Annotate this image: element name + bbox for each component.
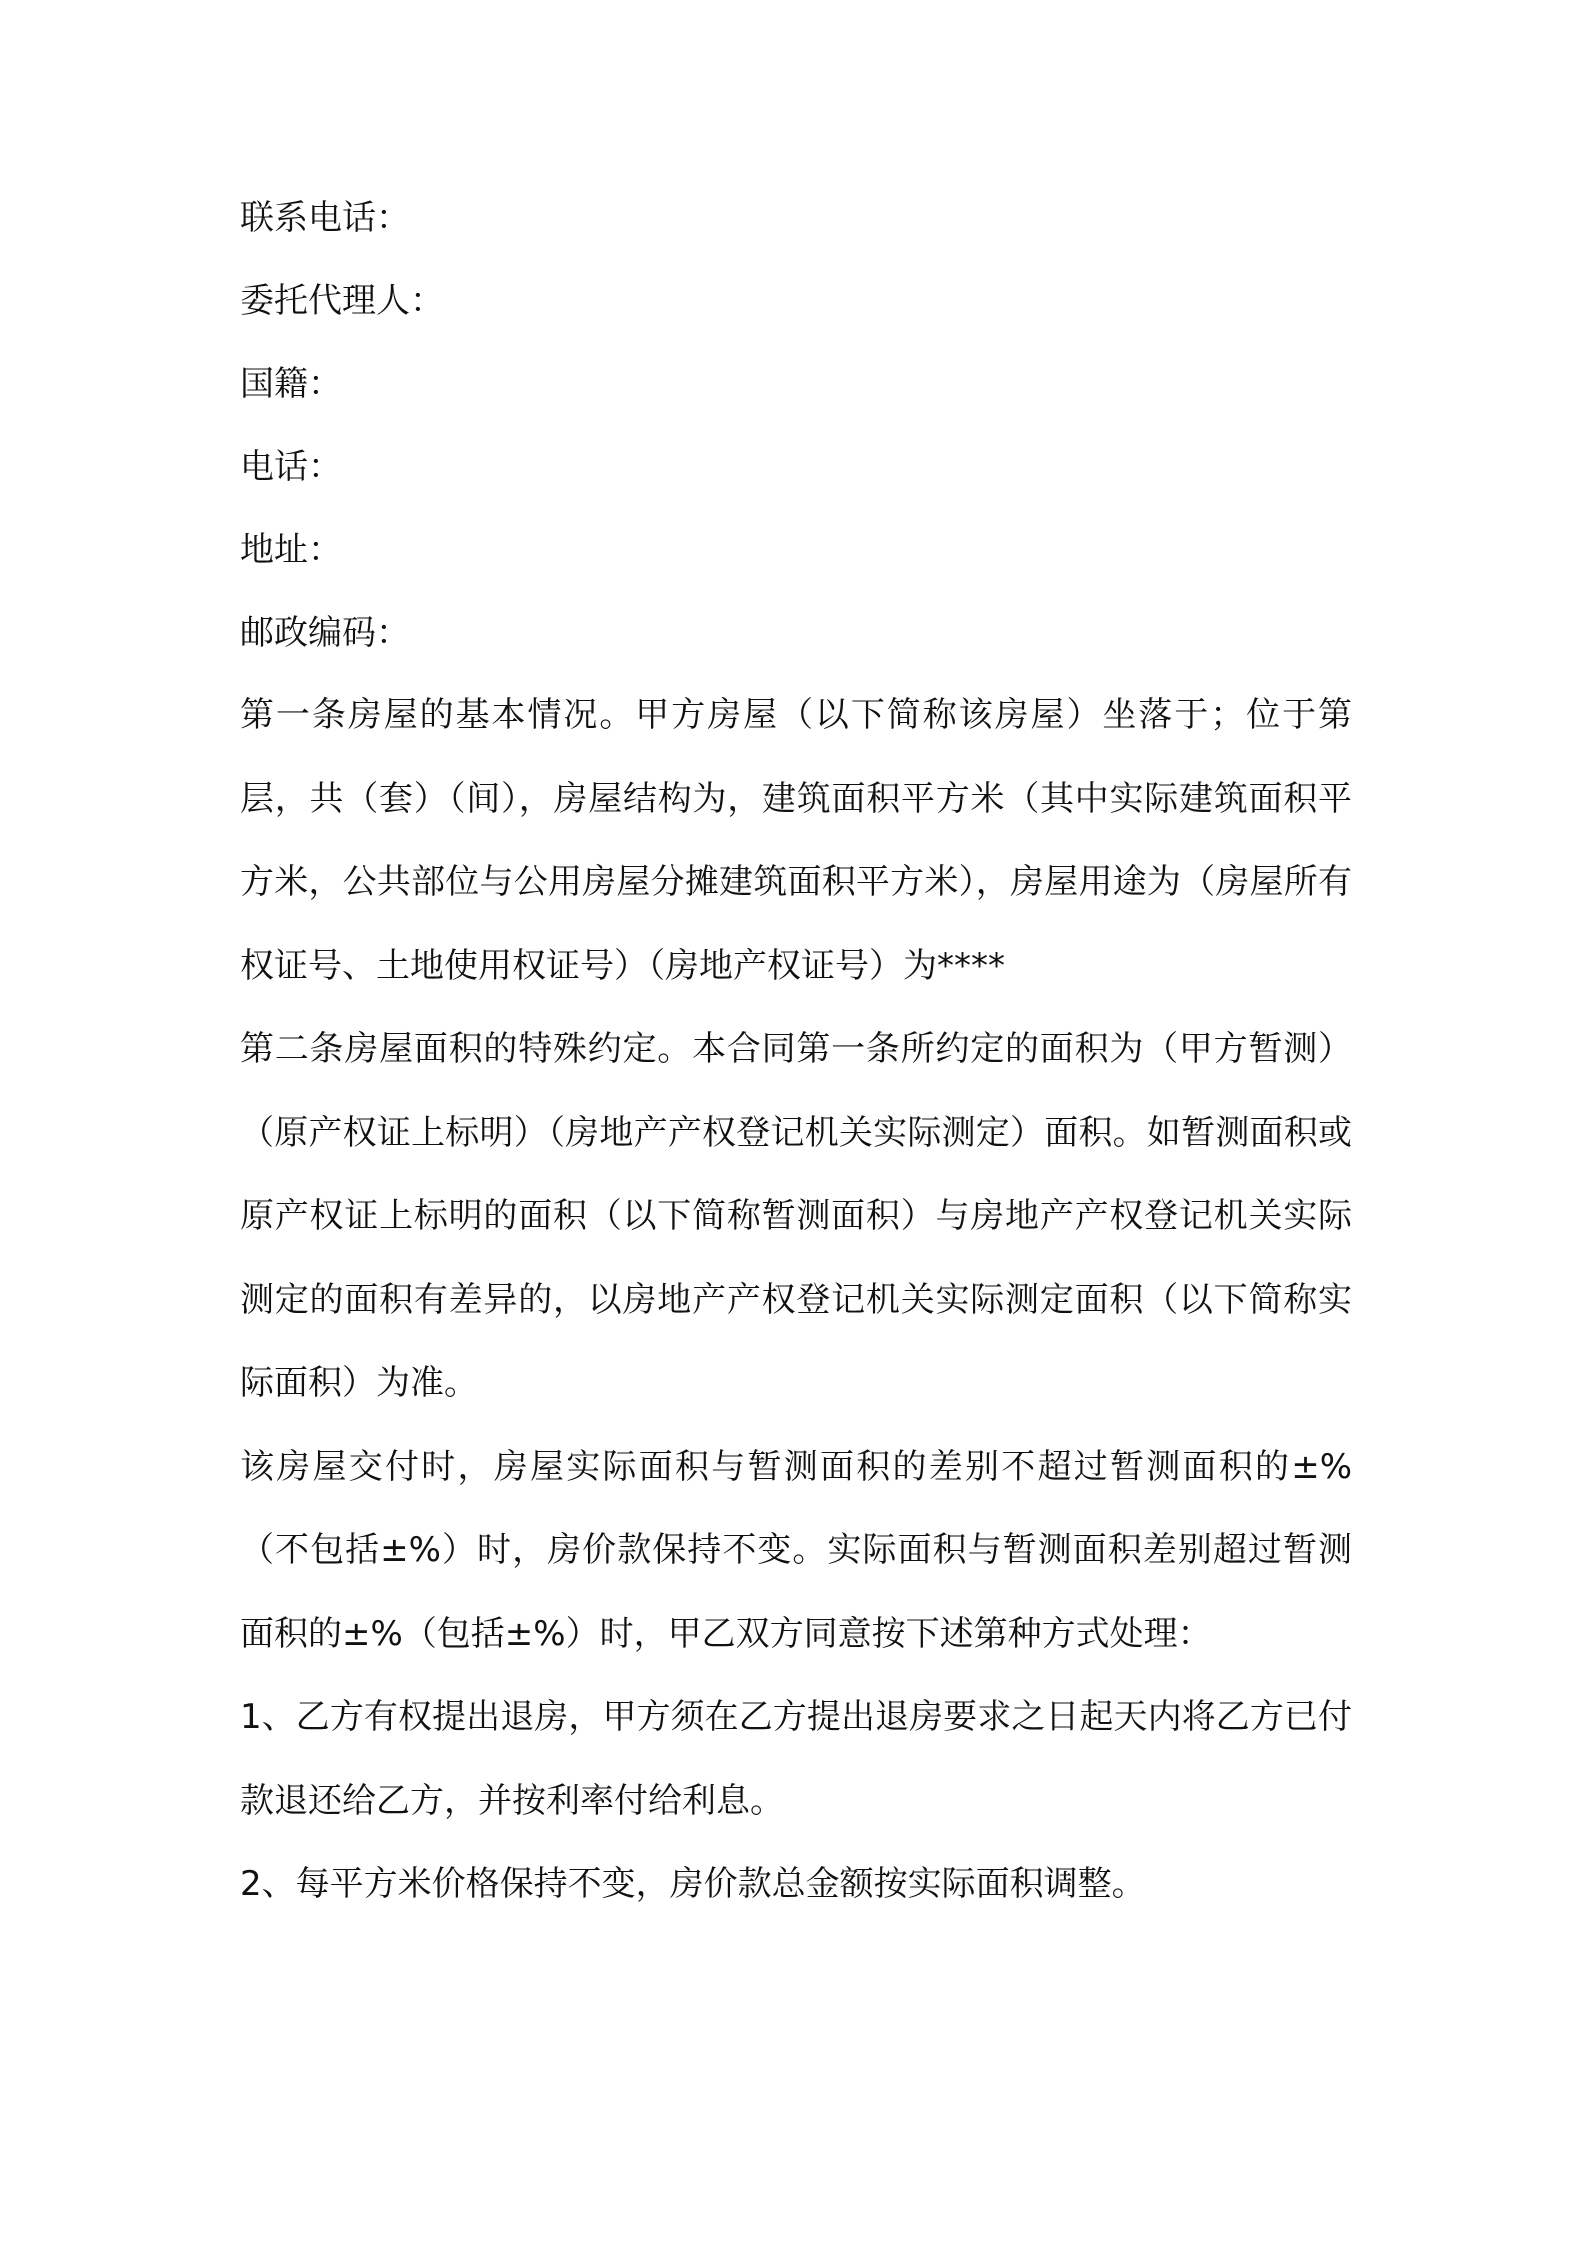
- field-agent: 委托代理人：: [240, 281, 444, 321]
- list-item-refund: 1、乙方有权提出退房，甲方须在乙方提出退房要求之日起天内将乙方已付款退还给乙方，并按利率付给利息。: [240, 1697, 1352, 1821]
- field-phone: 电话：: [240, 447, 342, 487]
- article-2-paragraph: 第二条房屋面积的特殊约定。本合同第一条所约定的面积为（甲方暂测）（原产权证上标明）（房地产产权登记机关实际测定）面积。如暂测面积或原产权证上标明的面积（以下简称暂测面积）与房地产产权登记机关实际测定的面积有差异的，以房地产产权登记机关实际测定面积（以下简称实际面积）为准。: [240, 1029, 1352, 1403]
- article-1-paragraph: 第一条房屋的基本情况。甲方房屋（以下简称该房屋）坐落于；位于第层，共（套）（间），房屋结构为，建筑面积平方米（其中实际建筑面积平方米，公共部位与公用房屋分摊建筑面积平方米），房屋用途为（房屋所有权证号、土地使用权证号）（房地产权证号）为****: [240, 695, 1352, 986]
- field-contact-phone: 联系电话：: [240, 198, 410, 238]
- document-body: [240, 198, 1352, 1927]
- field-postal-code: 邮政编码：: [240, 613, 410, 653]
- field-nationality: 国籍：: [240, 364, 342, 404]
- list-item-adjust-price: 2、每平方米价格保持不变，房价款总金额按实际面积调整。: [240, 1864, 1146, 1904]
- article-2-continuation-paragraph: 该房屋交付时，房屋实际面积与暂测面积的差别不超过暂测面积的±%（不包括±%）时，房价款保持不变。实际面积与暂测面积差别超过暂测面积的±%（包括±%）时，甲乙双方同意按下述第种方式处理：: [240, 1446, 1352, 1654]
- field-address: 地址：: [240, 530, 342, 570]
